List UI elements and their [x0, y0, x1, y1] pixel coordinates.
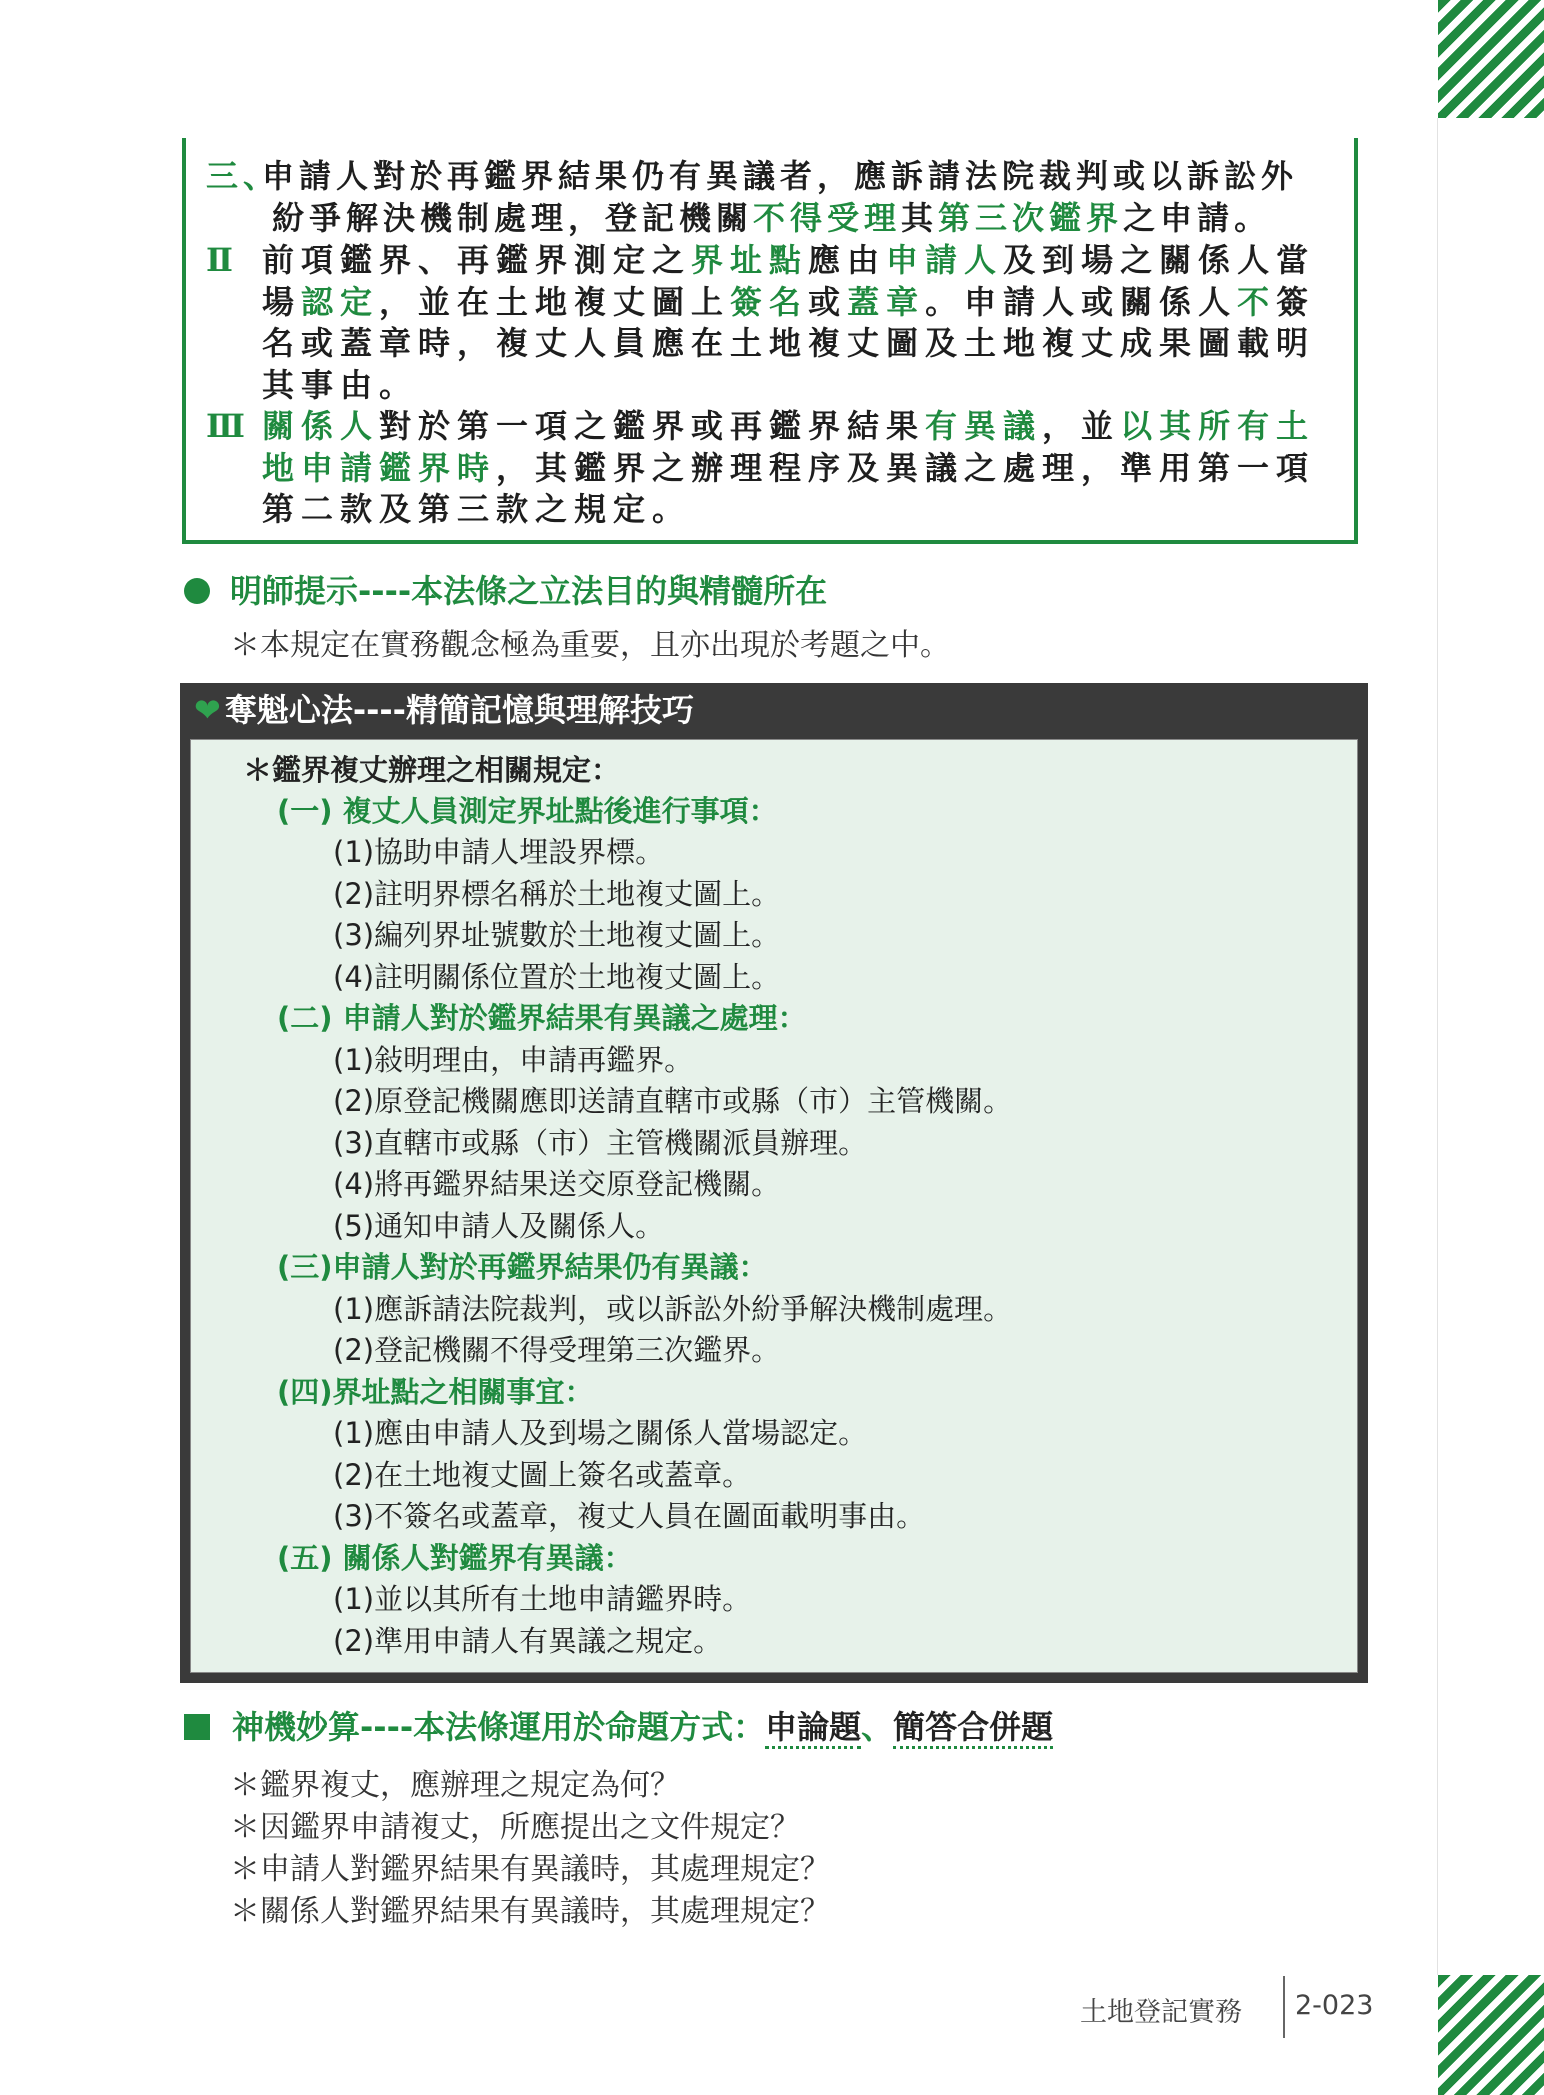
memo-item: (3)直轄市或縣（市）主管機關派員辦理。: [333, 1126, 868, 1160]
exam-question: ＊鑑界複丈，應辦理之規定為何？: [230, 1768, 680, 1803]
memo-item: (1)協助申請人埋設界標。: [333, 835, 665, 869]
memo-item: (1)敍明理由，申請再鑑界。: [333, 1043, 694, 1077]
heart-icon: ❤: [194, 691, 221, 729]
memo-item: (1)應由申請人及到場之關係人當場認定。: [333, 1416, 868, 1450]
memo-item: (2)登記機關不得受理第三次鑑界。: [333, 1333, 781, 1367]
memo-section: (四)界址點之相關事宜：: [277, 1375, 594, 1409]
memo-section: (二) 申請人對於鑑界結果有異議之處理：: [277, 1001, 807, 1035]
memo-section: (五) 關係人對鑑界有異議：: [277, 1541, 633, 1575]
memo-item: (4)將再鑑界結果送交原登記機關。: [333, 1167, 781, 1201]
law-paragraph-3: [206, 156, 1336, 239]
memo-item: (2)在土地複丈圖上簽名或蓋章。: [333, 1458, 752, 1492]
law-subparagraph-2: [206, 240, 1336, 406]
memo-item: (3)編列界址號數於土地複丈圖上。: [333, 918, 781, 952]
paragraph-text: 前項鑑界、再鑑界測定之界址點應由申請人及到場之關係人當場認定，並在土地複丈圖上簽名或蓋章。申請人或關係人不簽名或蓋章時，複丈人員應在土地複丈圖及土地複丈成果圖載明其事由。: [262, 241, 1316, 404]
paragraph-text: 關係人對於第一項之鑑界或再鑑界結果有異議，並以其所有土地申請鑑界時，其鑑界之辦理程序及異議之處理，準用第一項第二款及第三款之規定。: [262, 407, 1316, 528]
memo-item: (1)應訴請法院裁判，或以訴訟外紛爭解決機制處理。: [333, 1292, 1013, 1326]
law-subparagraph-3: [206, 406, 1336, 531]
memo-section: (一) 複丈人員測定界址點後進行事項：: [277, 794, 778, 828]
side-margin: [1437, 118, 1544, 1975]
memo-item: (2)註明界標名稱於土地複丈圖上。: [333, 877, 781, 911]
memo-section: (三)申請人對於再鑑界結果仍有異議：: [277, 1250, 768, 1284]
memo-item: (1)並以其所有土地申請鑑界時。: [333, 1582, 752, 1616]
paragraph-marker: 三、: [206, 157, 281, 195]
memory-box: [180, 683, 1368, 1683]
exam-heading: 神機妙算----本法條運用於命題方式：申論題、簡答合併題: [184, 1702, 1053, 1748]
paragraph-marker: Ⅲ: [206, 407, 250, 445]
memory-box-header: [184, 687, 1364, 733]
paragraph-marker: Ⅱ: [206, 241, 238, 279]
question-type: 申論題: [765, 1708, 861, 1749]
memo-item: (2)準用申請人有異議之規定。: [333, 1624, 723, 1658]
memory-box-title: 奪魁心法----精簡記憶與理解技巧: [224, 691, 694, 729]
footer-divider: [1283, 1976, 1285, 2038]
memo-heading: ＊鑑界複丈辦理之相關規定：: [243, 753, 621, 787]
exam-question: ＊關係人對鑑界結果有異議時，其處理規定？: [230, 1894, 830, 1929]
memo-item: (3)不簽名或蓋章，複丈人員在圖面載明事由。: [333, 1499, 926, 1533]
paragraph-text: 申請人對於再鑑界結果仍有異議者，應訴請法院裁判或以訴訟外 紛爭解決機制處理，登記機關不得受理其第三次鑑界之申請。: [262, 157, 1299, 237]
memo-item: (5)通知申請人及關係人。: [333, 1209, 665, 1243]
corner-stripe-bottom: [1438, 1975, 1544, 2095]
tip-note: ＊本規定在實務觀念極為重要，且亦出現於考題之中。: [230, 628, 950, 663]
question-type: 簡答合併題: [893, 1708, 1053, 1749]
memo-item: (4)註明關係位置於土地複丈圖上。: [333, 960, 781, 994]
bullet-square-icon: [184, 1714, 210, 1740]
footer-book-title: 土地登記實務: [1080, 1997, 1242, 2028]
memory-box-body: [190, 739, 1358, 1673]
tip-heading: 明師提示----本法條之立法目的與精髓所在: [184, 566, 827, 612]
exam-question: ＊因鑑界申請複丈，所應提出之文件規定？: [230, 1810, 800, 1845]
bullet-dot-icon: [184, 578, 210, 604]
memo-item: (2)原登記機關應即送請直轄市或縣（市）主管機關。: [333, 1084, 1013, 1118]
footer-page-number: 2-023: [1295, 1990, 1374, 2021]
corner-stripe-top: [1438, 0, 1544, 118]
exam-question: ＊申請人對鑑界結果有異議時，其處理規定？: [230, 1852, 830, 1887]
law-text-box: [182, 138, 1358, 544]
